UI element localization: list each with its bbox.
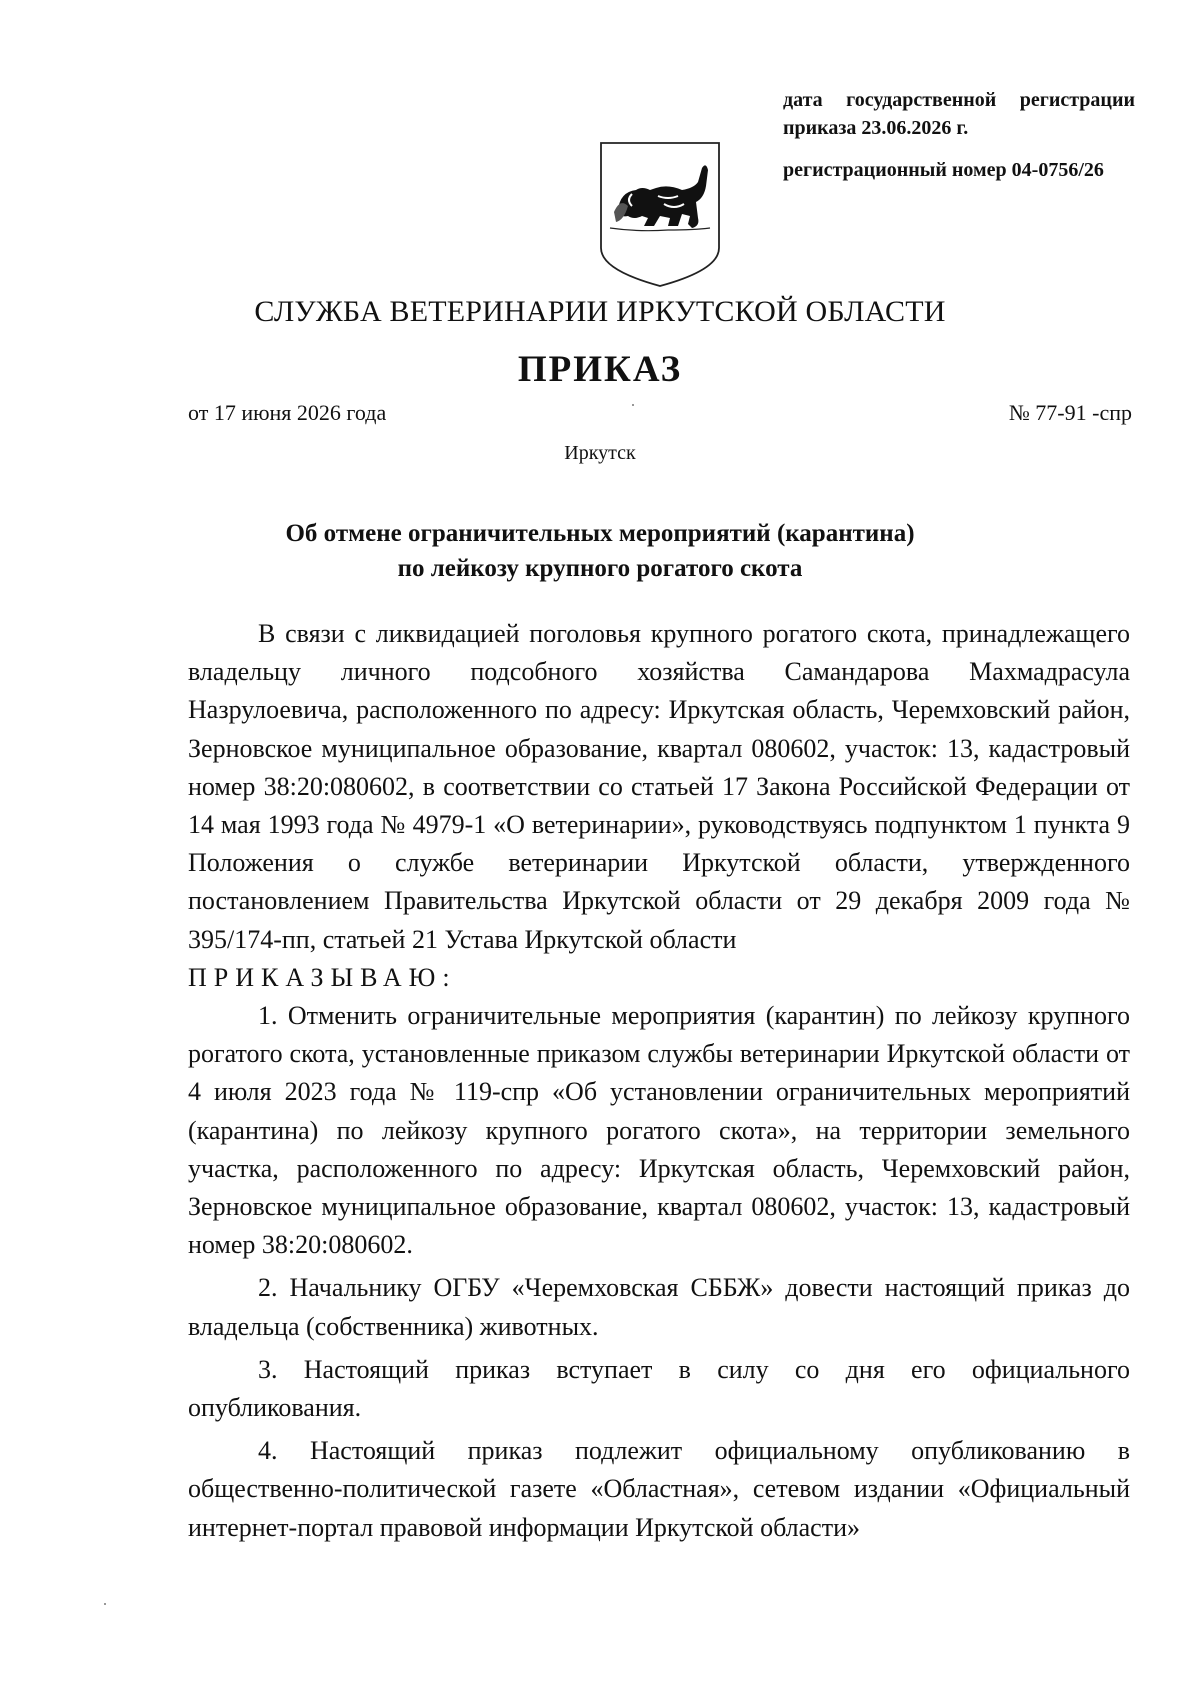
organization-name: СЛУЖБА ВЕТЕРИНАРИИ ИРКУТСКОЙ ОБЛАСТИ	[254, 295, 946, 328]
subject-line-2: по лейкозу крупного рогатого скота	[397, 555, 803, 582]
irkutsk-coat-of-arms-icon	[598, 140, 722, 288]
document-type: ПРИКАЗ	[517, 349, 683, 390]
order-item-3: 3. Настоящий приказ вступает в силу со дня его официального опубликования.	[188, 1354, 1130, 1423]
preamble-paragraph: В связи с ликвидацией поголовья крупного рогатого скота, принадлежащего владельцу личного подсобного хозяйства Самандарова Махмадрасула Назрулоевича, расположенного по адресу: Иркутская область, Черемховский район, Зерновское муниципальное образование, квартал 080602, участок: 13, кадастровый номер 38:20:080602, в соответствии со статьей 17 Закона Российской Федерации от 14 мая 1993 года № 4979-1 «О ветеринарии», руководствуясь подпунктом 1 пункта 9 Положения о службе ветеринарии Иркутской области, утвержденного постановлением Правительства Иркутской области от 29 декабря 2009 года № 395/174-пп, статьей 21 Устава Иркутской области	[188, 619, 1130, 954]
subject-line-1: Об отмене ограничительных мероприятий (карантина)	[285, 520, 915, 547]
order-body	[188, 615, 1130, 1547]
order-item-1: 1. Отменить ограничительные мероприятия (карантин) по лейкозу крупного рогатого скота, установленные приказом службы ветеринарии Иркутской области от 4 июля 2023 года № 119-спр «Об установлении ограничительных мероприятий (карантина) по лейкозу крупного рогатого скота», на территории земельного участка, расположенного по адресу: Иркутская область, Черемховский район, Зерновское муниципальное образование, квартал 080602, участок: 13, кадастровый номер 38:20:080602.	[188, 1001, 1130, 1260]
order-subject	[0, 516, 1200, 586]
scan-speck	[632, 404, 634, 406]
scan-speck	[104, 1603, 106, 1605]
order-number: № 77-91 -спр	[1008, 400, 1132, 425]
order-city: Иркутск	[564, 442, 636, 464]
order-date: от 17 июня 2026 года	[188, 400, 387, 425]
order-word: ПРИКАЗЫВАЮ:	[188, 962, 457, 992]
registration-date-label: дата государственной регистрации	[783, 89, 1135, 111]
registration-stamp	[783, 86, 1135, 184]
order-item-4: 4. Настоящий приказ подлежит официальному опубликованию в общественно-политической газете «Областная», сетевом издании «Официальный интернет-портал правовой информации Иркутской области»	[188, 1436, 1130, 1542]
registration-date: приказа 23.06.2026 г.	[783, 117, 969, 139]
order-item-2: 2. Начальнику ОГБУ «Черемховская СББЖ» довести настоящий приказ до владельца (собственника) животных.	[188, 1273, 1130, 1341]
registration-number: регистрационный номер 04-0756/26	[783, 159, 1104, 181]
